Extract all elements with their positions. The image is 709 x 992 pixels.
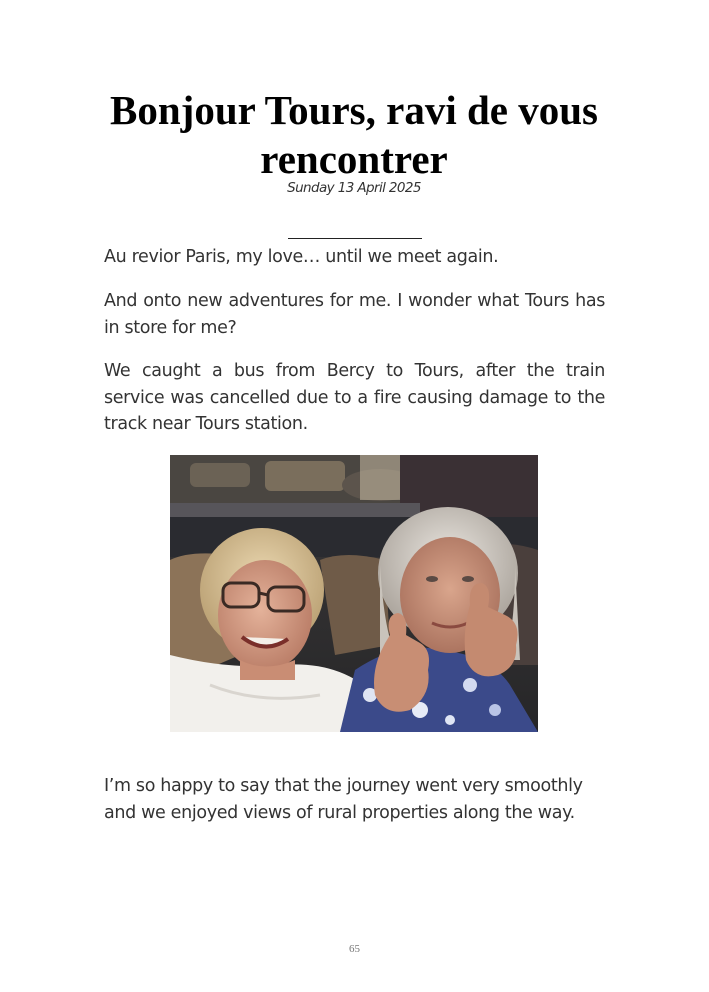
title-divider [288,238,422,239]
paragraph-new-adventures: And onto new adventures for me. I wonder what Tours has in store for me? [104,291,605,338]
article-title: Bonjour Tours, ravi de vous rencontrer [110,87,598,182]
article-date: Sunday 13 April 2025 [287,180,421,196]
selfie-photo [170,455,538,732]
page-number: 65 [349,943,360,955]
paragraph-bus-journey: We caught a bus from Bercy to Tours, after the train service was cancelled due to a fire causing damage to the track near Tours station. [104,361,605,434]
paragraph-farewell: Au revior Paris, my love… until we meet again. [104,247,499,267]
paragraph-smooth-journey: I’m so happy to say that the journey went very smoothly and we enjoyed views of rural properties along the way. [104,776,583,823]
